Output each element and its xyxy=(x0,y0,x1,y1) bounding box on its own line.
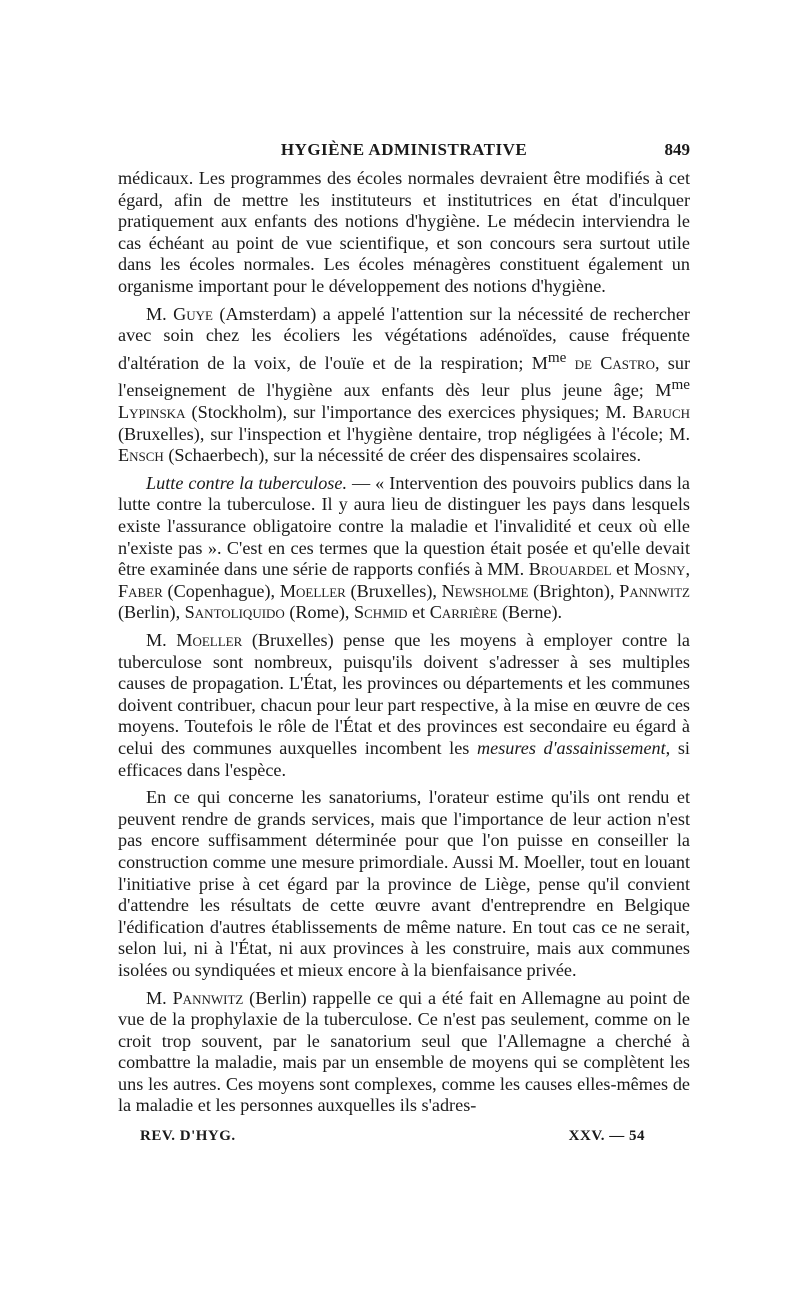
paragraph-3 xyxy=(118,473,690,624)
name-ensch: Ensch xyxy=(118,445,164,466)
text-run: (Berne). xyxy=(497,602,563,623)
name-schmid: Schmid xyxy=(354,602,408,623)
volume-signature: XXV. — 54 xyxy=(568,1128,645,1144)
running-title: HYGIÈNE ADMINISTRATIVE xyxy=(280,140,528,159)
text-run: (Berlin) rappelle ce qui a été fait en Allemagne au point de vue de la prophylaxie de la tuberculose. Ce n'est pas seulement, comme on le croit trop souvent, par le sanatorium seul que l'Allemagne a cherché à combattre la maladie, mais par un ensemble de moyens qui se complètent les uns les autres. Ces moyens sont complexes, comme les causes elles-mêmes de la maladie et les personnes auxquelles ils s'adres- xyxy=(118,987,691,1116)
text-run: (Bruxelles), sur l'inspection et l'hygiène dentaire, trop négligées à l'école; M. xyxy=(118,423,690,444)
page-footer xyxy=(140,1128,645,1152)
name-guye: Guye xyxy=(173,303,213,324)
text-run xyxy=(566,353,574,373)
text-run: et xyxy=(407,602,430,623)
text-run: — « Intervention des pouvoirs publics dans la lutte contre la tuberculose. Il y aura lieu de distinguer les pays dans lesquels existe l'assurance obligatoire contre la maladie et l'invalidité et ceux où elle n'existe pas ». C'est en ces termes que la question était posée et qu'elle devait être examinée dans une série de rapports confiés à MM. xyxy=(118,472,690,580)
text-run: (Bruxelles) pense que les moyens à employer contre la tuberculose sont nombreux, puisqu'ils doivent s'adresser à ses multiples causes de propagation. L'État, les provinces ou départements et les communes doivent contribuer, chacun pour leur part respective, à la mise en œuvre de ces moyens. Toutefois le rôle de l'État et des provinces est secondaire eu égard à celui des communes auxquelles incombent les xyxy=(118,630,691,758)
text-run: M. xyxy=(146,303,174,324)
name-carriere: Carrière xyxy=(429,602,498,623)
name-santoliquido: Santoliquido xyxy=(184,602,285,623)
name-brouardel: Brouardel xyxy=(528,559,612,580)
text-run: (Berlin), xyxy=(118,602,185,623)
paragraph-text: En ce qui concerne les sanatoriums, l'orateur estime qu'ils ont rendu et peuvent rendre de grands services, mais que l'importance de leur action n'est pas encore suffisamment déterminée pour que l'on puisse en conseiller la construction comme une mesure primordiale. Aussi M. Moeller, tout en louant l'initiative prise à cet égard par la province de Liège, pense qu'il convient d'attendre les résultats de cette œuvre avant d'entreprendre en Belgique l'édification d'autres établissements de même nature. En tout cas ce ne serait, selon lui, ni à l'État, ni aux provinces à les construire, mais aux communes isolées ou syndiquées et mieux encore à la bienfaisance privée. xyxy=(118,787,690,980)
name-pannwitz: Pannwitz xyxy=(619,580,690,601)
page-number: 849 xyxy=(664,140,690,159)
text-run: (Stockholm), sur l'importance des exercices physiques; M. xyxy=(185,402,633,423)
name-pannwitz: Pannwitz xyxy=(172,987,244,1008)
text-run: , xyxy=(685,559,690,580)
journal-signature: REV. D'HYG. xyxy=(140,1128,236,1144)
paragraph-6 xyxy=(118,988,690,1118)
text-run: (Brighton), xyxy=(528,580,620,601)
text-run: M. xyxy=(146,987,173,1008)
text-run: (Amsterdam) a appelé l'attention sur la nécessité de rechercher avec soin chez les écoliers les végétations adénoïdes, cause fréquente d'altération de la voix, de l'ouïe et de la respiration; M xyxy=(118,303,690,373)
text-run: et xyxy=(611,559,634,580)
name-faber: Faber xyxy=(118,580,163,601)
paragraph-5 xyxy=(118,787,690,981)
superscript-me: me xyxy=(547,348,567,366)
name-de-castro: de Castro xyxy=(574,352,655,373)
text-run: , si efficaces dans l'espèce. xyxy=(118,737,690,780)
section-title: Lutte contre la tuberculose. xyxy=(146,472,348,493)
text-run: (Rome), xyxy=(284,602,355,623)
emphasis: mesures d'assainissement xyxy=(476,737,666,758)
text-run: M. xyxy=(146,630,177,650)
page-header xyxy=(118,140,690,166)
name-lypinska: Lypinska xyxy=(118,402,186,423)
text-run: (Copenhague), xyxy=(162,580,280,601)
text-run: (Schaerbech), sur la nécessité de créer des dispensaires scolaires. xyxy=(163,445,642,466)
text-run: (Bruxelles), xyxy=(345,580,442,601)
paragraph-2 xyxy=(118,304,690,467)
paragraph-text: médicaux. Les programmes des écoles normales devraient être modifiés à cet égard, afin de mettre les instituteurs et institutrices en état d'inculquer pratiquement aux enfants des notions d'hygiène. Le médecin interviendra le cas échéant au point de vue scientifique, et son concours sera surtout utile dans les écoles normales. Les écoles ménagères constituent également un organisme important pour le développement des notions d'hygiène. xyxy=(118,168,690,296)
name-baruch: Baruch xyxy=(632,402,690,423)
name-mosny: Mosny xyxy=(633,559,686,580)
paragraph-1 xyxy=(118,168,690,298)
name-newsholme: Newsholme xyxy=(441,580,529,601)
name-moeller: Moeller xyxy=(176,630,243,650)
name-moeller: Moeller xyxy=(279,580,346,601)
body-text xyxy=(118,168,690,1123)
superscript-me: me xyxy=(671,376,690,394)
text-run: , sur l'enseignement de l'hygiène aux enfants dès leur plus jeune âge; M xyxy=(118,352,691,401)
paragraph-4 xyxy=(118,630,690,781)
